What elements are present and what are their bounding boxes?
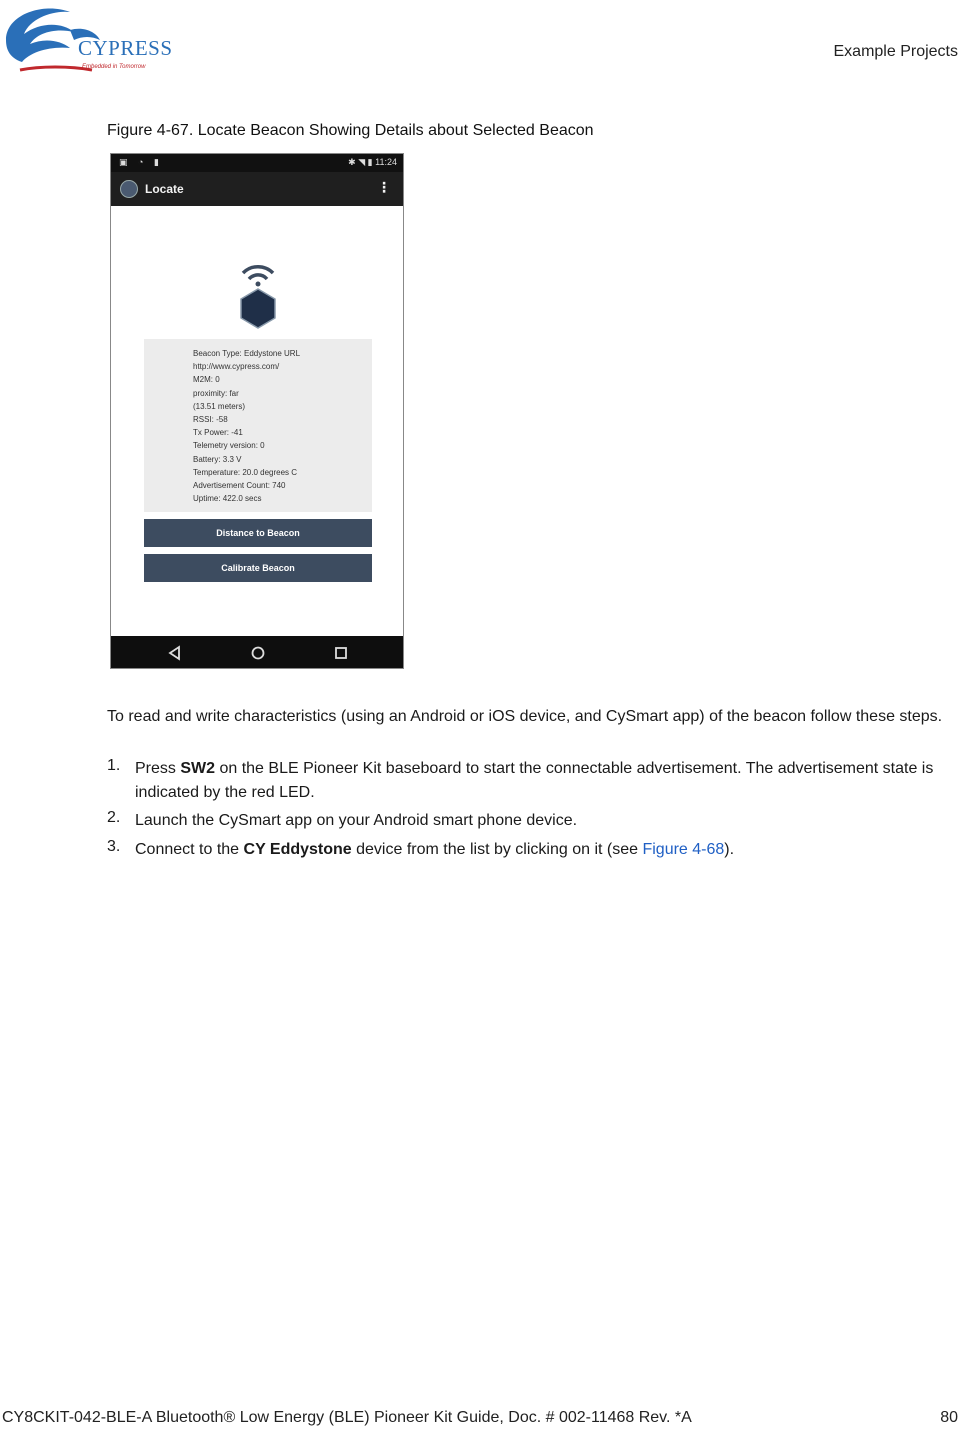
beacon-details-list: [193, 347, 300, 505]
step-1-text: [135, 757, 962, 804]
app-title: Locate: [145, 182, 184, 196]
page-number: 80: [940, 1409, 958, 1426]
figure-reference-link[interactable]: Figure 4-68: [642, 841, 725, 858]
step-emphasis: CY Eddystone: [243, 841, 352, 858]
detail-line: M2M: 0: [193, 375, 220, 385]
step-number: 2.: [107, 809, 121, 826]
step-number: 1.: [107, 757, 121, 774]
intro-paragraph: To read and write characteristics (using an Android or iOS device, and CySmart app) of the beacon follow these steps.: [107, 708, 943, 725]
wifi-icon: ◥: [358, 157, 366, 167]
step-text: ).: [724, 841, 735, 858]
logo-tagline: Embedded in Tomorrow: [82, 64, 146, 70]
home-icon[interactable]: [249, 644, 267, 662]
figure-caption: Figure 4-67. Locate Beacon Showing Details about Selected Beacon: [107, 122, 594, 139]
footer-doc-title: CY8CKIT-042-BLE-A Bluetooth® Low Energy (BLE) Pioneer Kit Guide, Doc. # 002-11468 Rev. *A: [2, 1409, 692, 1426]
detail-line: Beacon Type: Eddystone URL: [193, 349, 301, 358]
calibrate-beacon-button[interactable]: Calibrate Beacon: [144, 554, 372, 582]
step-text: Connect to the: [135, 841, 244, 858]
step-3-text: [135, 838, 962, 862]
app-bar: [111, 172, 403, 206]
step-text: Press: [135, 760, 181, 777]
detail-line: Uptime: 422.0 secs: [193, 494, 262, 504]
detail-line: Advertisement Count: 740: [193, 481, 286, 491]
step-number: 3.: [107, 838, 121, 855]
detail-line: RSSI: -58: [193, 415, 228, 425]
detail-line: (13.51 meters): [193, 401, 246, 411]
beacon-icon: [232, 259, 284, 329]
step-2-text: Launch the CySmart app on your Android smart phone device.: [135, 812, 578, 829]
status-right: [348, 157, 397, 168]
overflow-menu-icon[interactable]: ⋮: [377, 179, 391, 195]
step-text: on the BLE Pioneer Kit baseboard to start the connectable advertisement. The advertisement state is indicated by the red LED.: [135, 760, 934, 801]
phone-screenshot: [110, 153, 404, 669]
section-title: Example Projects: [833, 43, 958, 60]
app-logo-icon: [120, 180, 138, 198]
android-nav-bar: [111, 636, 403, 669]
step-emphasis: SW2: [180, 760, 216, 777]
beacon-details-panel: [144, 339, 372, 512]
detail-line: Tx Power: -41: [193, 428, 243, 438]
status-notification-icons: ▣ ◔ ▮: [119, 157, 163, 167]
recents-icon[interactable]: [332, 644, 350, 662]
distance-to-beacon-button[interactable]: Distance to Beacon: [144, 519, 372, 547]
logo-wordmark: CYPRESS: [78, 36, 173, 60]
detail-line: http://www.cypress.com/: [193, 362, 280, 372]
battery-icon: ▮: [367, 157, 373, 167]
status-bar: [111, 154, 403, 172]
step-text: device from the list by clicking on it (see: [351, 841, 643, 858]
detail-line: Battery: 3.3 V: [193, 454, 242, 464]
detail-line: Telemetry version: 0: [193, 441, 265, 451]
detail-line: Temperature: 20.0 degrees C: [193, 467, 298, 477]
detail-line: proximity: far: [193, 388, 239, 398]
status-time: 11:24: [375, 157, 397, 167]
bluetooth-icon: ✱: [348, 157, 356, 167]
cypress-logo: [0, 0, 190, 80]
back-icon[interactable]: [166, 644, 184, 662]
